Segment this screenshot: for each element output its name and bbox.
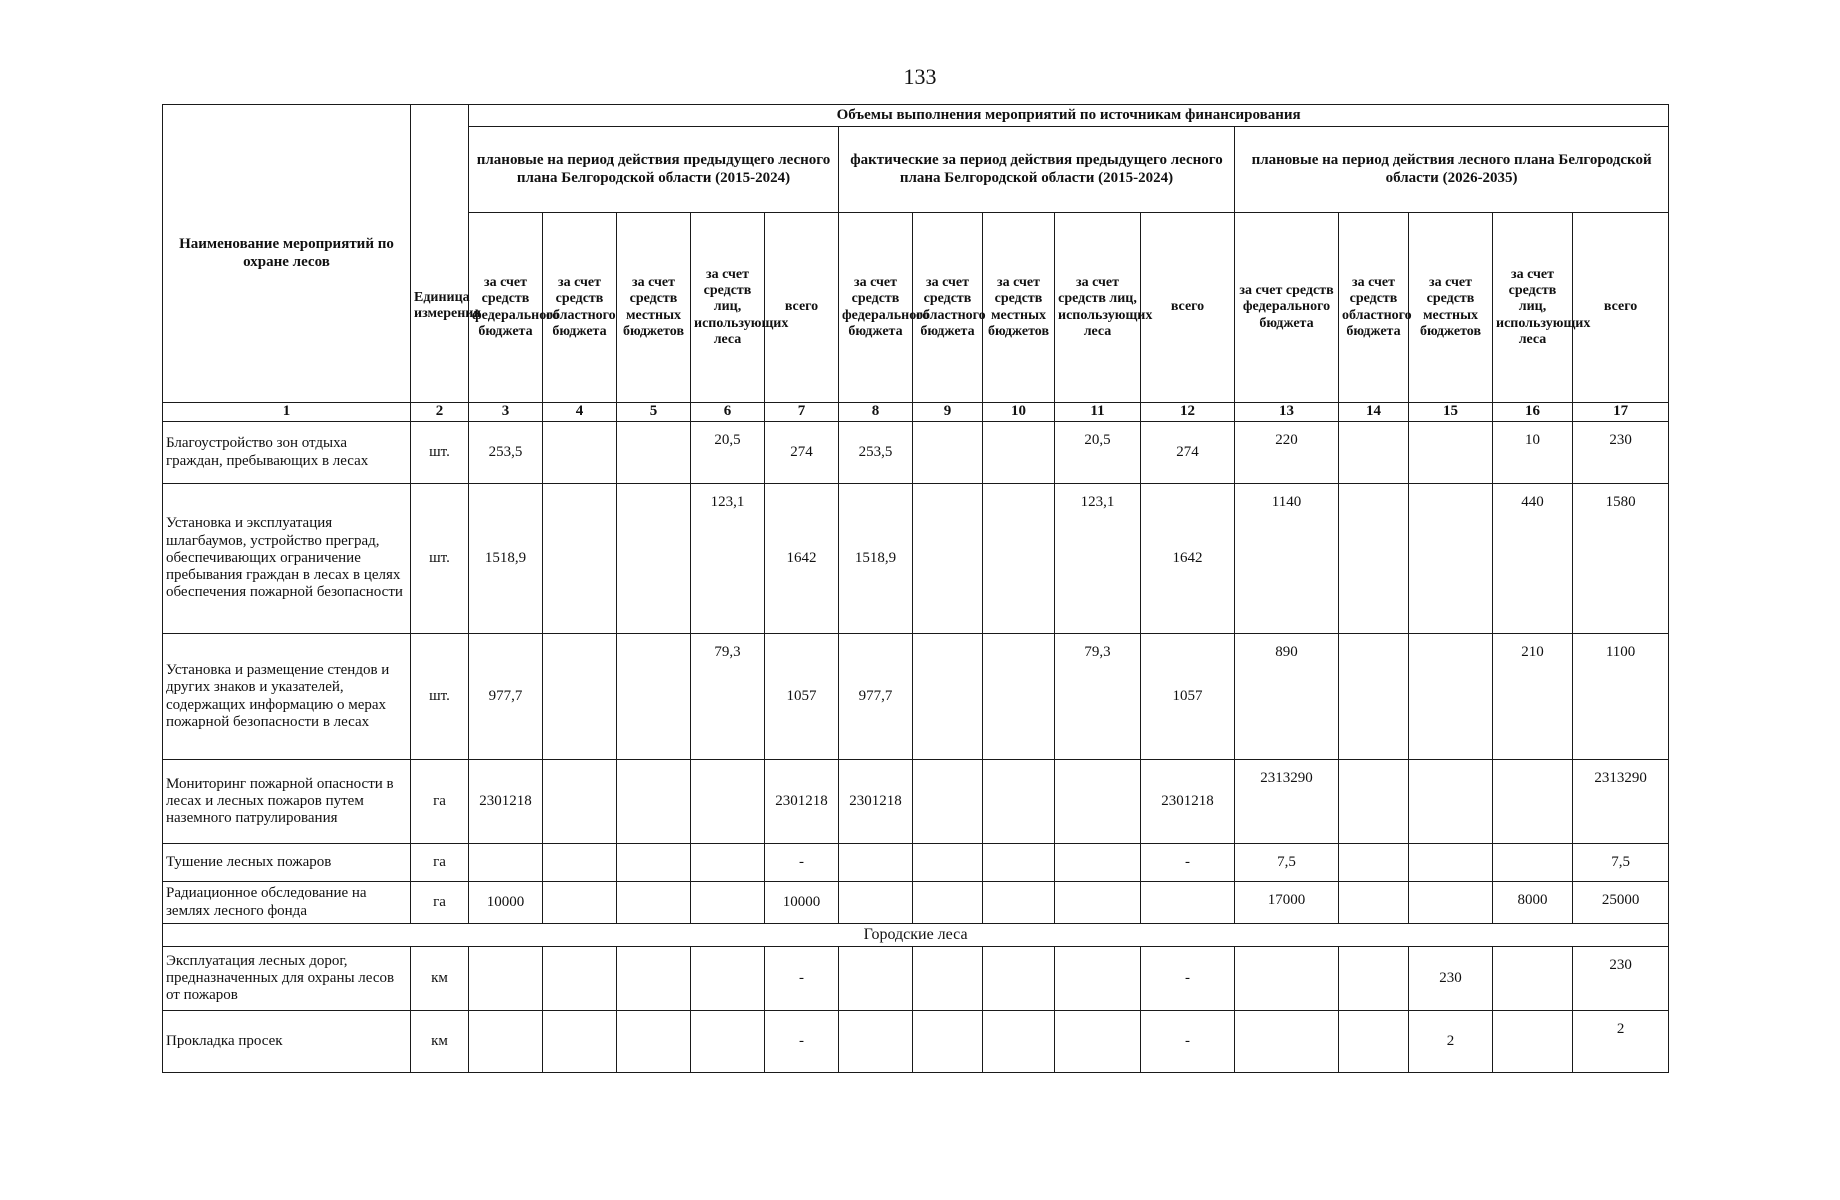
row-value-col-3 <box>469 1011 543 1073</box>
header-subcol-5: за счет средств местных бюджетов <box>617 213 691 403</box>
row-value-col-7: - <box>765 947 839 1011</box>
column-number: 6 <box>691 403 765 422</box>
row-value-col-17: 230 <box>1573 947 1669 1011</box>
row-unit: га <box>411 844 469 882</box>
row-value-col-15: 2 <box>1409 1011 1493 1073</box>
row-value-col-6 <box>691 947 765 1011</box>
header-subcol-14: за счет средств областного бюджета <box>1339 213 1409 403</box>
header-subcol-4: за счет средств областного бюджета <box>543 213 617 403</box>
row-value-col-14 <box>1339 947 1409 1011</box>
header-subcol-11: за счет средств лиц, использующих леса <box>1055 213 1141 403</box>
column-number: 10 <box>983 403 1055 422</box>
row-value-col-17: 2313290 <box>1573 760 1669 844</box>
row-value-col-5 <box>617 1011 691 1073</box>
header-group-planned-prev: плановые на период действия предыдущего лесного плана Белгородской области (2015-2024) <box>469 127 839 213</box>
row-value-col-15 <box>1409 422 1493 484</box>
row-value-col-6 <box>691 760 765 844</box>
row-unit: км <box>411 947 469 1011</box>
column-number: 12 <box>1141 403 1235 422</box>
row-value-col-10 <box>983 882 1055 924</box>
row-value-col-10 <box>983 634 1055 760</box>
row-activity-name: Установка и размещение стендов и других знаков и указателей, содержащих информацию о мерах пожарной безопасности в лесах <box>163 634 411 760</box>
row-value-col-12 <box>1141 882 1235 924</box>
table-row <box>163 882 1669 924</box>
row-value-col-5 <box>617 947 691 1011</box>
row-value-col-17: 2 <box>1573 1011 1669 1073</box>
row-value-col-6 <box>691 882 765 924</box>
row-value-col-6: 123,1 <box>691 484 765 634</box>
header-subcol-9: за счет средств областного бюджета <box>913 213 983 403</box>
row-value-col-11 <box>1055 760 1141 844</box>
row-value-col-14 <box>1339 882 1409 924</box>
row-value-col-13: 890 <box>1235 634 1339 760</box>
row-unit: шт. <box>411 484 469 634</box>
row-value-col-14 <box>1339 844 1409 882</box>
row-value-col-15: 230 <box>1409 947 1493 1011</box>
row-value-col-6: 79,3 <box>691 634 765 760</box>
row-value-col-11: 123,1 <box>1055 484 1141 634</box>
row-value-col-12: - <box>1141 844 1235 882</box>
row-value-col-16 <box>1493 1011 1573 1073</box>
column-number: 2 <box>411 403 469 422</box>
row-value-col-12: - <box>1141 947 1235 1011</box>
column-number: 11 <box>1055 403 1141 422</box>
row-value-col-8: 253,5 <box>839 422 913 484</box>
row-value-col-5 <box>617 422 691 484</box>
row-value-col-17: 1100 <box>1573 634 1669 760</box>
row-value-col-16: 440 <box>1493 484 1573 634</box>
row-value-col-13: 1140 <box>1235 484 1339 634</box>
header-subcol-16: за счет средств лиц, использующих леса <box>1493 213 1573 403</box>
table-row <box>163 844 1669 882</box>
row-value-col-8 <box>839 844 913 882</box>
forest-protection-table <box>162 104 1669 1073</box>
row-value-col-16: 8000 <box>1493 882 1573 924</box>
table-row <box>163 634 1669 760</box>
row-value-col-14 <box>1339 760 1409 844</box>
table-header <box>163 105 1669 422</box>
row-value-col-13: 17000 <box>1235 882 1339 924</box>
row-value-col-7: 274 <box>765 422 839 484</box>
row-activity-name: Благоустройство зон отдыха граждан, пребывающих в лесах <box>163 422 411 484</box>
row-value-col-3: 10000 <box>469 882 543 924</box>
header-subcol-3: за счет средств федерального бюджета <box>469 213 543 403</box>
row-value-col-14 <box>1339 422 1409 484</box>
column-number: 17 <box>1573 403 1669 422</box>
row-value-col-5 <box>617 484 691 634</box>
row-value-col-7: 1057 <box>765 634 839 760</box>
row-value-col-15 <box>1409 882 1493 924</box>
row-activity-name: Прокладка просек <box>163 1011 411 1073</box>
row-value-col-12: 1057 <box>1141 634 1235 760</box>
row-value-col-17: 25000 <box>1573 882 1669 924</box>
table-row <box>163 422 1669 484</box>
header-sources-title: Объемы выполнения мероприятий по источникам финансирования <box>469 105 1669 127</box>
row-value-col-8: 1518,9 <box>839 484 913 634</box>
row-activity-name: Мониторинг пожарной опасности в лесах и лесных пожаров путем наземного патрулирования <box>163 760 411 844</box>
row-value-col-7: - <box>765 1011 839 1073</box>
row-value-col-7: - <box>765 844 839 882</box>
column-number: 15 <box>1409 403 1493 422</box>
row-value-col-9 <box>913 422 983 484</box>
table-row <box>163 1011 1669 1073</box>
row-activity-name: Тушение лесных пожаров <box>163 844 411 882</box>
row-value-col-7: 2301218 <box>765 760 839 844</box>
row-unit: шт. <box>411 422 469 484</box>
section-row <box>163 924 1669 947</box>
row-value-col-14 <box>1339 1011 1409 1073</box>
row-value-col-3: 1518,9 <box>469 484 543 634</box>
column-number: 13 <box>1235 403 1339 422</box>
row-value-col-16 <box>1493 760 1573 844</box>
row-value-col-9 <box>913 882 983 924</box>
row-value-col-7: 10000 <box>765 882 839 924</box>
row-value-col-6: 20,5 <box>691 422 765 484</box>
row-value-col-11 <box>1055 844 1141 882</box>
row-value-col-10 <box>983 1011 1055 1073</box>
row-value-col-4 <box>543 422 617 484</box>
row-value-col-8 <box>839 947 913 1011</box>
row-value-col-13: 7,5 <box>1235 844 1339 882</box>
row-value-col-9 <box>913 1011 983 1073</box>
row-value-col-4 <box>543 1011 617 1073</box>
column-numbers-row <box>163 403 1669 422</box>
table-row <box>163 760 1669 844</box>
row-value-col-15 <box>1409 634 1493 760</box>
row-value-col-10 <box>983 422 1055 484</box>
row-value-col-10 <box>983 484 1055 634</box>
header-subcol-17: всего <box>1573 213 1669 403</box>
row-value-col-17: 7,5 <box>1573 844 1669 882</box>
row-value-col-8: 2301218 <box>839 760 913 844</box>
row-value-col-5 <box>617 844 691 882</box>
section-label-urban-forests: Городские леса <box>163 924 1669 947</box>
column-number: 8 <box>839 403 913 422</box>
row-value-col-4 <box>543 882 617 924</box>
row-unit: га <box>411 882 469 924</box>
row-value-col-12: - <box>1141 1011 1235 1073</box>
row-value-col-3: 253,5 <box>469 422 543 484</box>
table-row <box>163 947 1669 1011</box>
row-value-col-9 <box>913 947 983 1011</box>
row-value-col-16 <box>1493 947 1573 1011</box>
header-subcol-8: за счет средств федерального бюджета <box>839 213 913 403</box>
header-name-col: Наименование мероприятий по охране лесов <box>163 105 411 403</box>
row-value-col-9 <box>913 484 983 634</box>
row-value-col-6 <box>691 844 765 882</box>
row-value-col-13 <box>1235 1011 1339 1073</box>
row-value-col-16 <box>1493 844 1573 882</box>
row-value-col-9 <box>913 844 983 882</box>
row-value-col-5 <box>617 634 691 760</box>
row-value-col-11 <box>1055 947 1141 1011</box>
row-value-col-7: 1642 <box>765 484 839 634</box>
row-value-col-3: 977,7 <box>469 634 543 760</box>
row-value-col-4 <box>543 844 617 882</box>
row-value-col-10 <box>983 760 1055 844</box>
header-unit-col: Единица измерения <box>411 105 469 403</box>
header-subcol-6: за счет средств лиц, использующих леса <box>691 213 765 403</box>
row-activity-name: Радиационное обследование на землях лесного фонда <box>163 882 411 924</box>
row-value-col-12: 2301218 <box>1141 760 1235 844</box>
column-number: 9 <box>913 403 983 422</box>
column-number: 14 <box>1339 403 1409 422</box>
row-value-col-14 <box>1339 484 1409 634</box>
row-value-col-17: 1580 <box>1573 484 1669 634</box>
header-subcol-12: всего <box>1141 213 1235 403</box>
row-value-col-4 <box>543 947 617 1011</box>
row-value-col-4 <box>543 484 617 634</box>
header-subcol-15: за счет средств местных бюджетов <box>1409 213 1493 403</box>
row-value-col-3 <box>469 947 543 1011</box>
row-value-col-10 <box>983 844 1055 882</box>
row-value-col-9 <box>913 760 983 844</box>
row-value-col-4 <box>543 760 617 844</box>
row-value-col-5 <box>617 760 691 844</box>
header-subcol-10: за счет средств местных бюджетов <box>983 213 1055 403</box>
row-value-col-13 <box>1235 947 1339 1011</box>
row-value-col-10 <box>983 947 1055 1011</box>
column-number: 5 <box>617 403 691 422</box>
row-value-col-11: 79,3 <box>1055 634 1141 760</box>
row-value-col-16: 210 <box>1493 634 1573 760</box>
row-value-col-8: 977,7 <box>839 634 913 760</box>
header-group-actual-prev: фактические за период действия предыдущего лесного плана Белгородской области (2015-2024) <box>839 127 1235 213</box>
row-value-col-9 <box>913 634 983 760</box>
row-value-col-8 <box>839 1011 913 1073</box>
row-value-col-5 <box>617 882 691 924</box>
row-value-col-4 <box>543 634 617 760</box>
row-value-col-3: 2301218 <box>469 760 543 844</box>
column-number: 7 <box>765 403 839 422</box>
row-value-col-8 <box>839 882 913 924</box>
row-unit: км <box>411 1011 469 1073</box>
row-unit: га <box>411 760 469 844</box>
row-value-col-12: 1642 <box>1141 484 1235 634</box>
header-subcol-7: всего <box>765 213 839 403</box>
table-row <box>163 484 1669 634</box>
row-value-col-6 <box>691 1011 765 1073</box>
row-value-col-3 <box>469 844 543 882</box>
row-value-col-17: 230 <box>1573 422 1669 484</box>
row-value-col-12: 274 <box>1141 422 1235 484</box>
page-number: 133 <box>903 64 937 89</box>
column-number: 16 <box>1493 403 1573 422</box>
row-value-col-16: 10 <box>1493 422 1573 484</box>
row-unit: шт. <box>411 634 469 760</box>
row-value-col-11: 20,5 <box>1055 422 1141 484</box>
column-number: 4 <box>543 403 617 422</box>
row-value-col-15 <box>1409 844 1493 882</box>
row-value-col-14 <box>1339 634 1409 760</box>
table-body <box>163 422 1669 1073</box>
row-value-col-15 <box>1409 760 1493 844</box>
row-value-col-11 <box>1055 1011 1141 1073</box>
row-activity-name: Установка и эксплуатация шлагбаумов, устройство преград, обеспечивающих ограничение пребывания граждан в лесах в целях обеспечения пожарной безопасности <box>163 484 411 634</box>
row-value-col-13: 220 <box>1235 422 1339 484</box>
column-number: 1 <box>163 403 411 422</box>
header-subcol-13: за счет средств федерального бюджета <box>1235 213 1339 403</box>
row-value-col-13: 2313290 <box>1235 760 1339 844</box>
row-activity-name: Эксплуатация лесных дорог, предназначенных для охраны лесов от пожаров <box>163 947 411 1011</box>
row-value-col-11 <box>1055 882 1141 924</box>
header-group-planned-new: плановые на период действия лесного плана Белгородской области (2026-2035) <box>1235 127 1669 213</box>
column-number: 3 <box>469 403 543 422</box>
row-value-col-15 <box>1409 484 1493 634</box>
